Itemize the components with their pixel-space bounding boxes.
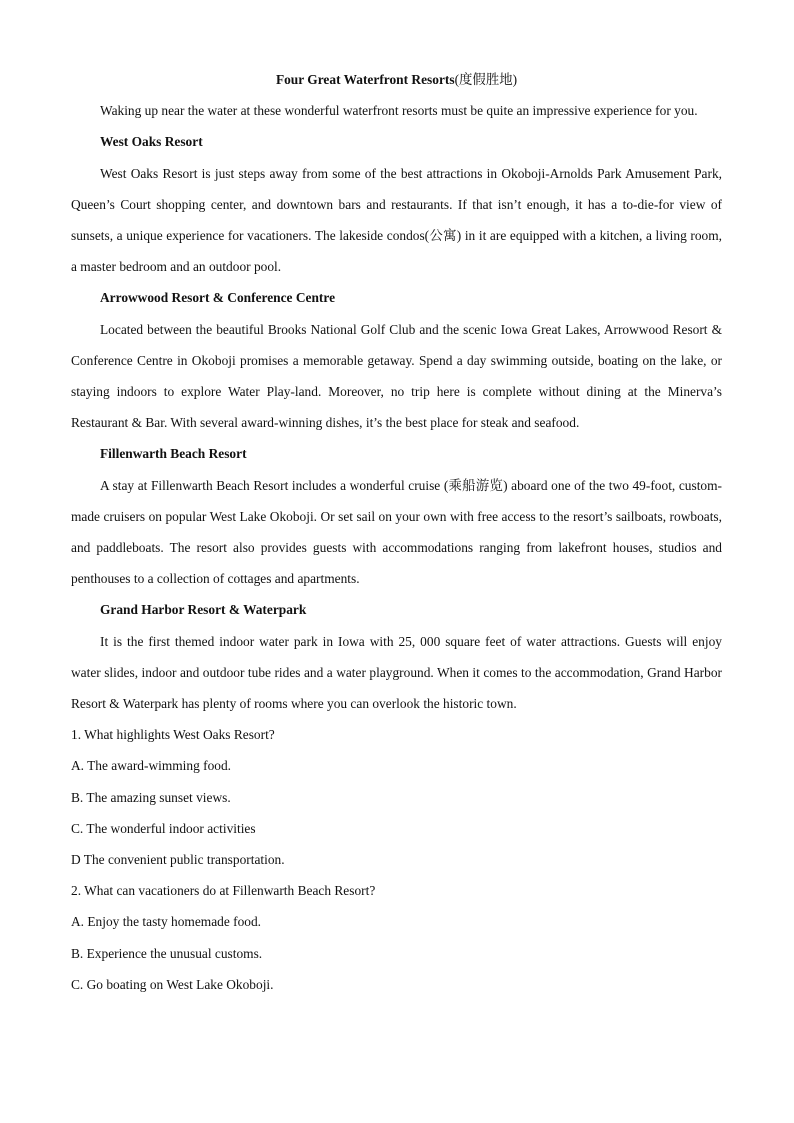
section-body-grand-harbor: It is the first themed indoor water park in Iowa with 25, 000 square feet of water attractions. Guests will enjoy water slides, indoor and outdoor tube rides and a water playground. When it comes to the accommodation, Grand Harbor Resort & Waterpark has plenty of rooms where you can overlook the historic town.: [71, 633, 722, 712]
question-1-option-c: C. The wonderful indoor activities: [71, 820, 256, 836]
section-body-fillenwarth: A stay at Fillenwarth Beach Resort includes a wonderful cruise (乘船游览) aboard one of the two 49-foot, custom- made cruisers on popular West Lake Okoboji. Or set sail on your own with free access to the resort’s sailboats, rowboats, and paddleboats. The resort also provides guests with accommodations ranging from lakefront houses, studios and penthouses to a collection of cottages and apartments.: [71, 477, 722, 587]
question-2-option-c: C. Go boating on West Lake Okoboji.: [71, 976, 274, 992]
question-2-option-b: B. Experience the unusual customs.: [71, 945, 263, 961]
section-body-west-oaks: West Oaks Resort is just steps away from some of the best attractions in Okoboji-Arnolds Park Amusement Park, Queen’s Court shopping center, and downtown bars and restaurants. If that isn’t enough, it has a to-die-for view of sunsets, a unique experience for vacationers. The lakeside condos(公寓) in it are equipped with a kitchen, a living room, a master bedroom and an outdoor pool.: [71, 165, 722, 275]
intro-paragraph: Waking up near the water at these wonderful waterfront resorts must be quite an impressive experience for you.: [100, 103, 698, 119]
title-main: Four Great Waterfront Resorts: [275, 72, 455, 87]
section-heading-arrowwood: Arrowwood Resort & Conference Centre: [100, 290, 336, 306]
title-cn: (度假胜地): [454, 72, 518, 87]
question-2-option-a: A. Enjoy the tasty homemade food.: [71, 914, 262, 930]
question-1-option-d: D The convenient public transportation.: [71, 852, 285, 868]
document-page: [71, 64, 722, 1000]
section-heading-west-oaks: West Oaks Resort: [100, 134, 203, 150]
question-1-option-a: A. The award-wimming food.: [71, 758, 232, 774]
question-2-stem: 2. What can vacationers do at Fillenwarth Beach Resort?: [71, 883, 376, 899]
document-title: [71, 64, 722, 95]
section-heading-fillenwarth: Fillenwarth Beach Resort: [100, 446, 247, 462]
question-1-option-b: B. The amazing sunset views.: [71, 789, 231, 805]
question-1-stem: 1. What highlights West Oaks Resort?: [71, 727, 275, 743]
section-heading-grand-harbor: Grand Harbor Resort & Waterpark: [100, 602, 307, 618]
section-body-arrowwood: Located between the beautiful Brooks National Golf Club and the scenic Iowa Great Lakes, Arrowwood Resort & Conference Centre in Okoboji promises a memorable getaway. Spend a day swimming outside, boating on the lake, or staying indoors to explore Water Play-land. Moreover, no trip here is complete without dining at the Minerva’s Restaurant & Bar. With several award-winning dishes, it’s the best place for steak and seafood.: [71, 321, 722, 431]
